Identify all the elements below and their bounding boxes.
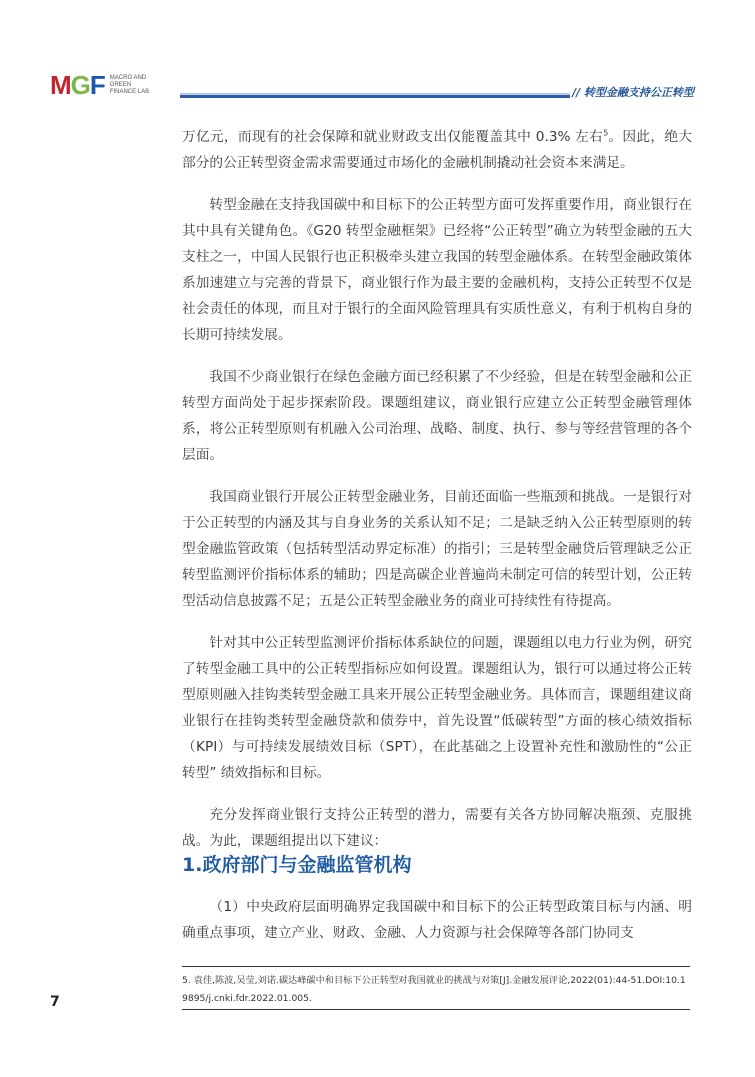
paragraph-4: 我国商业银行开展公正转型金融业务，目前还面临一些瓶颈和挑战。一是银行对于公正转型的内涵及其与自身业务的关系认知不足；二是缺乏纳入公正转型原则的转型金融监管政策（包括转型活动界定标准）的指引；三是转型金融贷后管理缺乏公正转型监测评价指标体系的辅助；四是高碳企业普遍尚未制定可信的转型计划，公正转型活动信息披露不足；五是公正转型金融业务的商业可持续性有待提高。 xyxy=(182,489,692,609)
mgf-logo xyxy=(50,70,149,100)
logo-line-1: MACRO AND xyxy=(109,74,147,81)
paragraph-6: 充分发挥商业银行支持公正转型的潜力，需要有关各方协同解决瓶颈、克服挑战。为此，课题组提出以下建议： xyxy=(182,807,692,849)
footnote-ref[interactable]: 5 xyxy=(603,128,609,138)
paragraph-2: 转型金融在支持我国碳中和目标下的公正转型方面可发挥重要作用，商业银行在其中具有关键角色。《G20 转型金融框架》已经将“公正转型”确立为转型金融的五大支柱之一，中国人民银行也正积极牵头建立我国的转型金融体系。在转型金融政策体系加速建立与完善的背景下，商业银行作为最主要的金融机构，支持公正转型不仅是社会责任的体现，而且对于银行的全面风险管理具有实质性意义，有利于机构自身的长期可持续发展。 xyxy=(182,197,692,343)
header-rule-dark xyxy=(180,95,570,98)
paragraph-5: 针对其中公正转型监测评价指标体系缺位的问题，课题组以电力行业为例，研究了转型金融工具中的公正转型指标应如何设置。课题组认为，银行可以通过将公正转型原则融入挂钩类转型金融工具来开展公正转型金融业务。具体而言，课题组建议商业银行在挂钩类转型金融贷款和债券中，首先设置“低碳转型”方面的核心绩效指标（KPI）与可持续发展绩效目标（SPT），在此基础之上设置补充性和激励性的“公正转型” 绩效指标和目标。 xyxy=(182,635,692,781)
logo-line-2: GREEN xyxy=(109,81,132,88)
body-text xyxy=(182,124,692,870)
logo-subtitle xyxy=(110,75,149,96)
footer-divider xyxy=(182,1009,690,1010)
running-header-title: // 转型金融支持公正转型 xyxy=(572,86,694,99)
body-text-2 xyxy=(182,894,692,962)
paragraph-1: 万亿元，而现有的社会保障和就业财政支出仅能覆盖其中 0.3% 左右$^5$。因此，绝大部分的公正转型资金需求需要通过市场化的金融机制撬动社会资本来满足。 xyxy=(182,128,692,171)
footnote: 5. 袁佳,陈波,吴莹,刘诺.碳达峰碳中和目标下公正转型对我国就业的挑战与对策[J].金融发展评论,2022(01):44-51.DOI:10.19895/j.cnki.fdr.2022.01.005. xyxy=(182,975,686,1004)
logo-line-3: FINANCE LAB xyxy=(109,88,150,95)
page-number: 7 xyxy=(50,994,60,1010)
logo-mark xyxy=(50,70,105,100)
logo-letter-m: M xyxy=(50,70,71,100)
paragraph-3: 我国不少商业银行在绿色金融方面已经积累了不少经验，但是在转型金融和公正转型方面尚处于起步探索阶段。课题组建议，商业银行应建立公正转型金融管理体系，将公正转型原则有机融入公司治理、战略、制度、执行、参与等经营管理的各个层面。 xyxy=(182,369,692,463)
logo-letter-g: G xyxy=(70,70,90,100)
section-heading: 1.政府部门与金融监管机构 xyxy=(182,854,412,876)
footnote-divider xyxy=(182,966,690,967)
logo-letter-f: F xyxy=(89,70,105,100)
paragraph-7: （1）中央政府层面明确界定我国碳中和目标下的公正转型政策目标与内涵、明确重点事项，建立产业、财政、金融、人力资源与社会保障等各部门协同支 xyxy=(182,899,692,941)
